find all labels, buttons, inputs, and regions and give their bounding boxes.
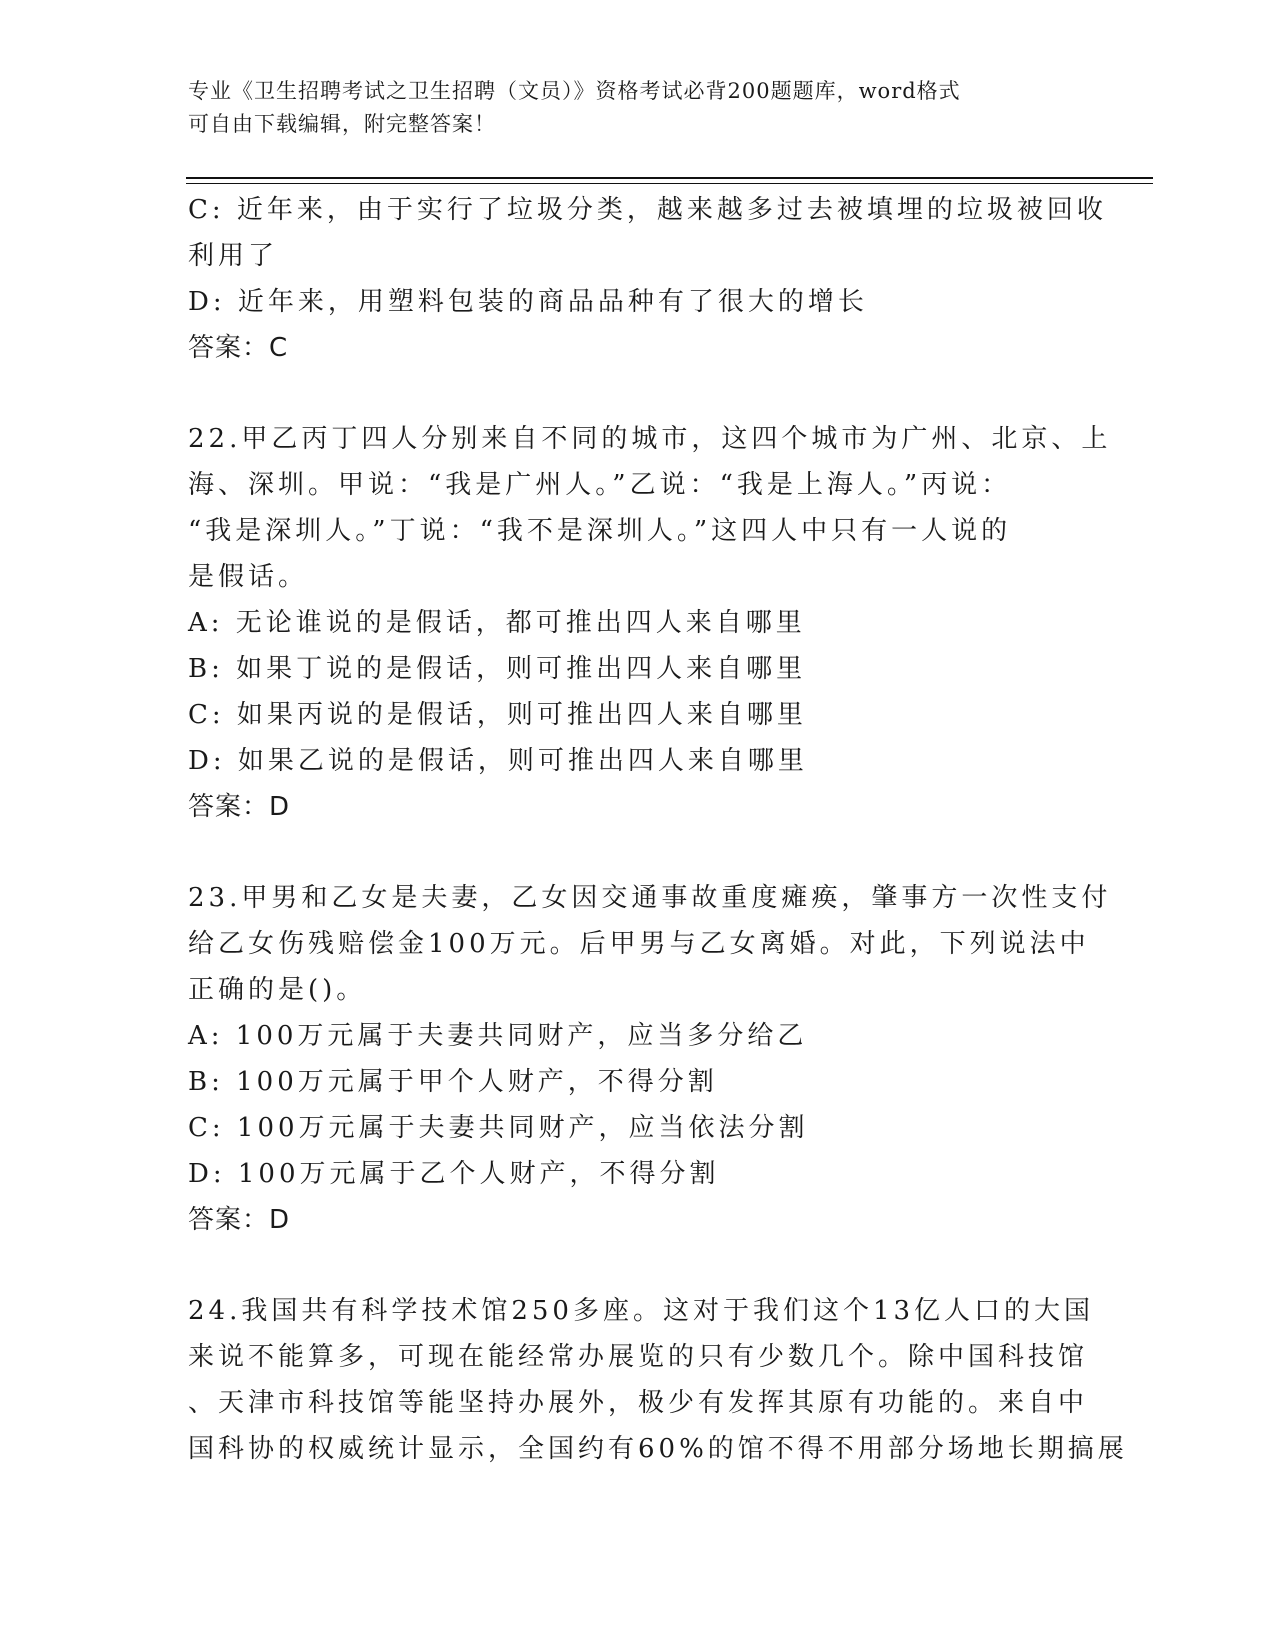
- question-24: [188, 1288, 1128, 1472]
- question-stem-line: “我是深圳人。”丁说：“我不是深圳人。”这四人中只有一人说的: [188, 516, 1012, 546]
- option-b: B: 如果丁说的是假话，则可推出四人来自哪里: [188, 654, 807, 684]
- answer-line: 答案：C: [188, 333, 289, 363]
- spacer: [188, 830, 1088, 875]
- option-c-line-1: C: 近年来，由于实行了垃圾分类，越来越多过去被填埋的垃圾被回收: [188, 195, 1107, 225]
- question-content: [188, 187, 1128, 1472]
- question-stem-line: 、天津市科技馆等能坚持办展外，极少有发挥其原有功能的。来自中: [188, 1388, 1089, 1418]
- option-d: D: 100万元属于乙个人财产，不得分割: [188, 1159, 720, 1189]
- question-stem-line: 22.甲乙丙丁四人分别来自不同的城市，这四个城市为广州、北京、上: [188, 424, 1112, 454]
- header-line-2: 可自由下载编辑，附完整答案！: [188, 112, 496, 136]
- document-header: [188, 75, 1088, 141]
- question-stem-line: 正确的是()。: [188, 975, 367, 1005]
- question-stem-line: 24.我国共有科学技术馆250多座。这对于我们这个13亿人口的大国: [188, 1296, 1095, 1326]
- spacer: [188, 371, 1088, 416]
- option-d: D: 如果乙说的是假话，则可推出四人来自哪里: [188, 746, 808, 776]
- question-stem-line: 来说不能算多，可现在能经常办展览的只有少数几个。除中国科技馆: [188, 1342, 1089, 1372]
- option-a: A: 无论谁说的是假话，都可推出四人来自哪里: [188, 608, 806, 638]
- option-d: D: 近年来，用塑料包装的商品品种有了很大的增长: [188, 287, 868, 317]
- answer-line: 答案：D: [188, 1205, 291, 1235]
- question-22: [188, 416, 1112, 830]
- option-c: C: 100万元属于夫妻共同财产，应当依法分割: [188, 1113, 809, 1143]
- option-c: C: 如果丙说的是假话，则可推出四人来自哪里: [188, 700, 807, 730]
- option-b: B: 100万元属于甲个人财产，不得分割: [188, 1067, 718, 1097]
- question-stem-line: 是假话。: [188, 562, 309, 592]
- question-stem-line: 给乙女伤残赔偿金100万元。后甲男与乙女离婚。对此，下列说法中: [188, 929, 1090, 959]
- option-c-line-2: 利用了: [188, 241, 279, 271]
- header-line-1: 专业《卫生招聘考试之卫生招聘（文员）》资格考试必背200题题库，word格式: [188, 79, 961, 103]
- question-stem-line: 23.甲男和乙女是夫妻，乙女因交通事故重度瘫痪，肇事方一次性支付: [188, 883, 1112, 913]
- question-21-tail: [188, 187, 1107, 371]
- spacer: [188, 1243, 1088, 1288]
- question-stem-line: 国科协的权威统计显示，全国约有60%的馆不得不用部分场地长期搞展: [188, 1434, 1128, 1464]
- header-rule-thick: [186, 177, 1153, 179]
- header-rule-thin: [186, 183, 1153, 184]
- answer-line: 答案：D: [188, 792, 291, 822]
- option-a: A: 100万元属于夫妻共同财产，应当多分给乙: [188, 1021, 808, 1051]
- question-stem-line: 海、深圳。甲说：“我是广州人。”乙说：“我是上海人。”丙说：: [188, 470, 1012, 500]
- question-23: [188, 875, 1112, 1243]
